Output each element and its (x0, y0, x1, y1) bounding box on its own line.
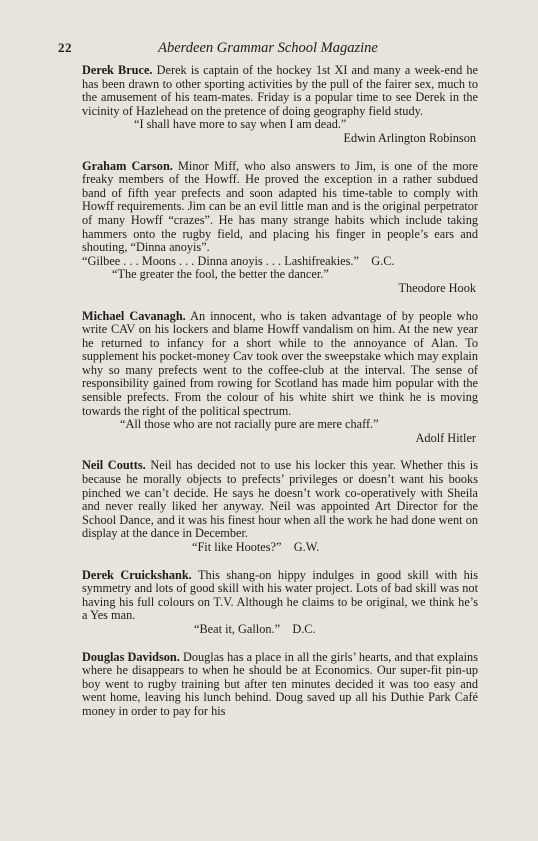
entry-paragraph (82, 459, 478, 541)
entry-name: Michael Cavanagh. (82, 308, 186, 323)
entry-quote: “The greater the fool, the better the dancer.” (112, 267, 329, 282)
entry-extra-quote: “Gilbee . . . Moons . . . Dinna anoyis . . . Lashifreakies.” G.C. (82, 253, 395, 268)
entry-neil-coutts (82, 459, 478, 554)
entry-text: This shang-on hippy indulges in good skill with his symmetry and lots of good skill with his water project. Lots of bad skill was not having his full colours on T.V. Although he claims to be original, we think he’s a Yes man. (82, 567, 478, 623)
entry-paragraph (82, 64, 478, 118)
page-header (58, 40, 478, 60)
entry-graham-carson (82, 160, 478, 296)
entry-quote: “I shall have more to say when I am dead.” (134, 117, 347, 132)
entry-douglas-davidson (82, 651, 478, 719)
entry-name: Douglas Davidson. (82, 649, 180, 664)
entry-name: Neil Coutts. (82, 458, 146, 473)
entry-quote: “All those who are not racially pure are mere chaff.” (120, 417, 379, 432)
running-title: Aberdeen Grammar School Magazine (158, 40, 378, 56)
entry-attribution: Edwin Arlington Robinson (343, 130, 476, 145)
entry-quote: “Beat it, Gallon.” D.C. (194, 621, 316, 636)
entry-attribution: Theodore Hook (398, 280, 476, 295)
page-number: 22 (58, 40, 72, 55)
entry-michael-cavanagh (82, 310, 478, 446)
entry-text: Douglas has a place in all the girls’ hearts, and that explains where he disappears to when he should be at Economics. Our super-fit pin-up boy went to rugby training but after ten minutes decided it was too easy and went home, leaving his lunch behind. Doug saved up all his Duthie Park Café money in order to pay for his (82, 649, 478, 718)
entry-paragraph (82, 651, 478, 719)
entry-paragraph (82, 569, 478, 623)
entry-text: Derek is captain of the hockey 1st XI and many a week-end he has been drawn to other sporting activities by the pull of the fairer sex, much to the amusement of his team-mates. Friday is a popular time to see Derek in the vicinity of Hazlehead on the pretence of doing geography field study. (82, 63, 479, 118)
entry-paragraph (82, 160, 478, 255)
entry-name: Graham Carson. (82, 158, 173, 173)
entry-text: Neil has decided not to use his locker this year. Whether this is because he morally objects to prefects’ privileges or doesn’t want his books pinched we can’t decide. He says he doesn’t work co-operatively with Sheila and never really liked her anyway. Neil was appointed Art Director for the School Dance, and it was his finest hour when all the work he had done went on display at the dance in December. (82, 458, 478, 541)
entry-name: Derek Bruce. (82, 63, 153, 77)
page-content (82, 64, 478, 733)
entry-text: Minor Miff, who also answers to Jim, is one of the more freaky members of the Howff. He proved the exception in a rather subdued band of fifth year prefects and soon adapted his time-table to comply with Howff requirements. Jim can be an evil little man and is the original perpetrator of many Howff “crazes”. He has many strange habits which include taking hammers onto the rugby field, and placing his finger in people’s ears and shouting, “Dinna anoyis”. (82, 158, 478, 255)
entry-attribution: Adolf Hitler (415, 430, 476, 445)
entry-name: Derek Cruickshank. (82, 567, 192, 582)
entry-text: An innocent, who is taken advantage of by people who write CAV on his lockers and blame Howff vandalism on him. At the new year he returned to infancy for a short while to the annoyance of Alan. To supplement his pocket-money Cav took over the sweepstake which may explain why so many prefects went to the coffee-club at the interval. The sense of responsibility gained from rowing for Scotland has made him popular with the sensible prefects. From the colour of his white shirt we think he is moving towards the right of the political spectrum. (82, 308, 478, 418)
entry-quote: “Fit like Hootes?” G.W. (192, 540, 320, 554)
entry-paragraph (82, 310, 478, 419)
entry-derek-cruickshank (82, 569, 478, 637)
entry-derek-bruce (82, 64, 478, 146)
